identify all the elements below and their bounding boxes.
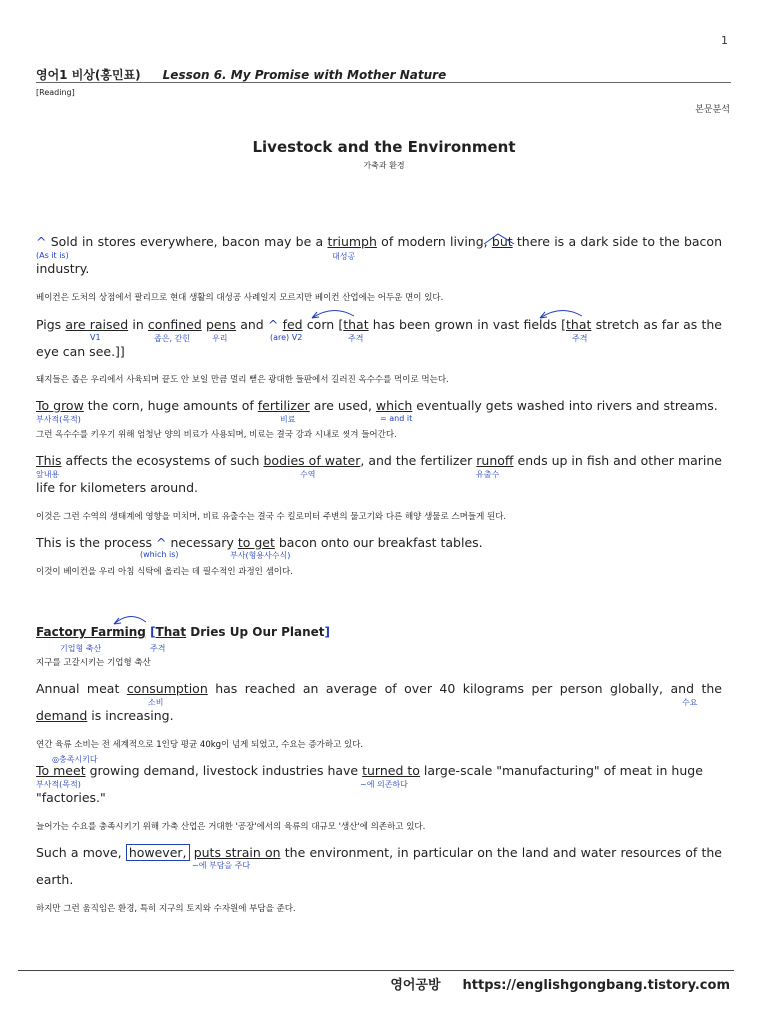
word-however: however, (126, 844, 190, 861)
footer (390, 974, 730, 993)
word-factory-farming: Factory Farming (36, 625, 146, 639)
translation-1: 베이컨은 도처의 상점에서 팔리므로 현대 생활의 대성공 사례일지 모르지만 베이컨 산업에는 어두운 면이 있다. (36, 293, 444, 303)
text-run: corn [ (302, 317, 344, 332)
text-run: bacon onto our breakfast tables. (274, 535, 483, 550)
word-to-grow: To grow (36, 398, 84, 413)
word-are-raised: are raised (65, 317, 129, 332)
course-name: 영어1 비상(홍민표) (36, 68, 141, 82)
note-as-it-is: (As it is) (36, 251, 69, 260)
text-run: necessary (166, 535, 238, 550)
text-run: in (128, 317, 148, 332)
word-that-2: that (566, 317, 592, 332)
translation-4: 이것은 그런 수역의 생태계에 영향을 미치며, 비료 유출수는 결국 수 킬로미터 주변의 물고기와 다른 해양 생물로 스며들게 된다. (36, 512, 507, 522)
paragraph-4 (36, 447, 722, 501)
word-triumph: triumph (327, 234, 377, 249)
footer-url[interactable]: https://englishgongbang.tistory.com (462, 978, 730, 993)
word-but: but (491, 234, 513, 249)
bracket-open: [ (150, 625, 156, 639)
paragraph-2 (36, 311, 722, 365)
heading-translation: 지구를 고갈시키는 기업형 축산 (36, 658, 151, 668)
note-runoff: 유출수 (476, 470, 500, 479)
note-fertilizer: 비료 (280, 415, 296, 424)
note-confined: 좁은, 갇힌 (154, 334, 190, 343)
paragraph-6 (36, 675, 722, 729)
word-which: which (375, 398, 413, 413)
note-turned-to: ~에 의존하다 (360, 780, 408, 789)
text-run: has been grown in vast fields [ (368, 317, 566, 332)
note-to-grow: 부사적(목적) (36, 415, 81, 424)
page-number: 1 (721, 34, 728, 47)
paragraph-1 (36, 228, 722, 282)
but-mark-icon (482, 232, 516, 246)
omission-caret: ^ (267, 317, 279, 332)
document-header (36, 66, 446, 83)
word-puts-strain-on: puts strain on (193, 845, 281, 860)
word-this: This (36, 453, 62, 468)
page-title: Livestock and the Environment (252, 138, 516, 156)
note-puts-strain-on: ~에 부담을 주다 (192, 861, 251, 870)
word-fertilizer: fertilizer (257, 398, 310, 413)
text-run: ends up in fish and other marine life for kilometers around. (36, 453, 722, 495)
text-run: eventually gets washed into rivers and streams. (412, 398, 718, 413)
text-run: affects the ecosystems of such (61, 453, 264, 468)
note-to-meet: 부사적(목적) (36, 780, 81, 789)
word-bodies-of-water: bodies of water (263, 453, 361, 468)
note-that-heading: 주격 (150, 644, 166, 653)
omission-caret: ^ (36, 234, 47, 249)
word-runoff: runoff (476, 453, 514, 468)
note-which-is: (which is) (140, 550, 179, 559)
note-that-2: 주격 (572, 334, 588, 343)
note-consumption: 소비 (148, 698, 164, 707)
translation-8: 하지만 그런 움직임은 환경, 특히 지구의 토지와 수자원에 부담을 준다. (36, 904, 296, 914)
text-run: has reached an average of over 40 kilograms per person globally, and the (207, 681, 722, 696)
header-divider (36, 82, 731, 83)
section-label: [Reading] (36, 88, 75, 97)
note-which: = and it (380, 414, 413, 423)
translation-7: 늘어가는 수요를 충족시키기 위해 가축 산업은 거대한 '공장'에서의 육류의 대규모 '생산'에 의존하고 있다. (36, 822, 426, 832)
word-that-1: that (343, 317, 369, 332)
reference-arrow-icon (536, 306, 586, 320)
lesson-title: Lesson 6. My Promise with Mother Nature (162, 68, 447, 82)
bracket-close: ] (324, 625, 330, 639)
analysis-label: 본문분석 (695, 105, 730, 115)
note-triumph: 대성공 (332, 252, 356, 261)
note-to-get: 부사(형용사수식) (230, 551, 291, 560)
word-demand: demand (36, 708, 88, 723)
word-turned-to: turned to (362, 763, 420, 778)
text-run: Sold in stores everywhere, bacon may be a (46, 234, 328, 249)
text-run: are used, (309, 398, 376, 413)
note-factory-farming: 기업형 축산 (60, 644, 102, 653)
text-run: Dries Up Our Planet (186, 625, 325, 639)
text-run: growing demand, livestock industries have (85, 763, 363, 778)
translation-5: 이것이 베이컨을 우리 아침 식탁에 올리는 데 필수적인 과정인 셈이다. (36, 567, 293, 577)
text-run: , and the fertilizer (360, 453, 477, 468)
text-run: Such a move, (36, 845, 126, 860)
note-that-1: 주격 (348, 334, 364, 343)
word-pens: pens (205, 317, 237, 332)
note-v1: V1 (90, 333, 101, 342)
paragraph-8 (36, 839, 722, 893)
text-run: stretch as far as the eye can see.]] (36, 317, 722, 359)
footer-brand: 영어공방 (390, 978, 441, 993)
word-consumption: consumption (126, 681, 208, 696)
translation-6: 연간 육류 소비는 전 세계적으로 1인당 평균 40kg이 넘게 되었고, 수요는 증가하고 있다. (36, 740, 364, 750)
paragraph-3 (36, 392, 722, 419)
section-heading (36, 625, 330, 639)
text-run: and (236, 317, 268, 332)
translation-2: 돼지들은 좁은 우리에서 사육되며 끝도 안 보일 만큼 멀리 뻗은 광대한 들판에서 길러진 옥수수를 먹이로 먹는다. (36, 375, 449, 385)
text-run: Annual meat (36, 681, 127, 696)
note-pens: 우리 (212, 334, 228, 343)
translation-3: 그런 옥수수를 키우기 위해 엄청난 양의 비료가 사용되며, 비료는 결국 강과 시내로 씻겨 들어간다. (36, 430, 397, 440)
reference-arrow-icon (110, 612, 150, 626)
footer-divider (18, 970, 734, 971)
word-that-heading: That (155, 625, 187, 639)
word-fed: fed (282, 317, 303, 332)
text-run: the corn, huge amounts of (83, 398, 258, 413)
text-run: large-scale "manufacturing" of meat in huge "factories." (36, 763, 703, 805)
note-bodies-of-water: 수역 (300, 470, 316, 479)
text-run: the environment, in particular on the land and water resources of the earth. (36, 845, 722, 887)
paragraph-5 (36, 529, 722, 556)
omission-caret: ^ (155, 535, 167, 550)
text-run: Pigs (36, 317, 66, 332)
word-to-get: to get (237, 535, 275, 550)
text-run: This is the process (36, 535, 156, 550)
reference-arrow-icon (308, 306, 358, 320)
note-fed: (are) V2 (270, 333, 303, 342)
note-demand: 수요 (682, 698, 698, 707)
note-this: 앞내용 (36, 470, 60, 479)
text-run: is increasing. (87, 708, 174, 723)
page-subtitle: 가축과 환경 (363, 161, 405, 170)
note-meet-meaning: ◎충족시키다 (52, 755, 98, 764)
text-run: there is a dark side to the bacon industry. (36, 234, 723, 276)
word-to-meet: To meet (36, 763, 86, 778)
text-run: of modern living, (376, 234, 492, 249)
word-confined: confined (147, 317, 202, 332)
